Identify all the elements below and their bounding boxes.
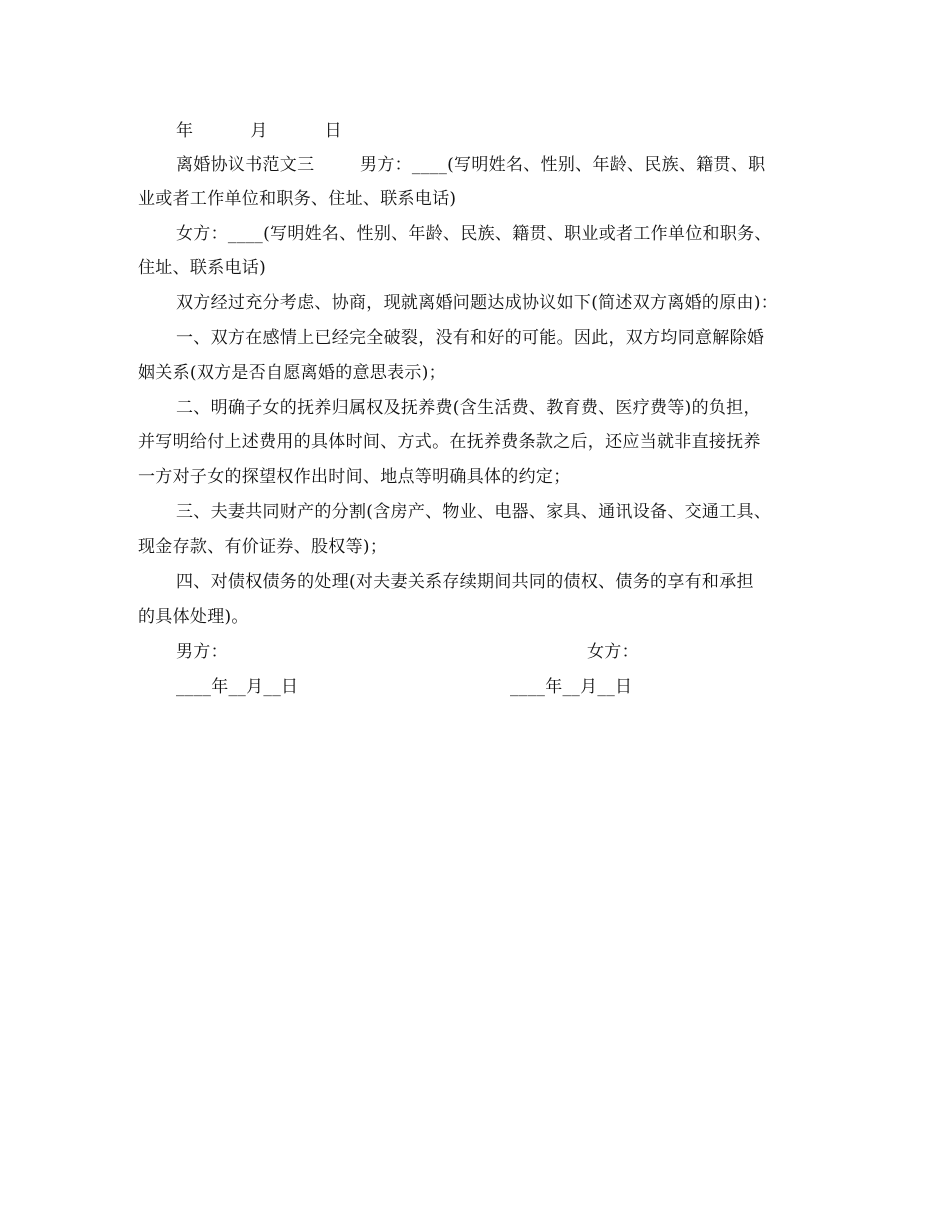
paragraph-line: 业或者工作单位和职务、住址、联系电话) [138, 189, 457, 209]
paragraph-line: 二、明确子女的抚养归属权及抚养费(含生活费、教育费、医疗费等)的负担， [176, 398, 761, 418]
paragraph-line: 一方对子女的探望权作出时间、地点等明确具体的约定； [138, 467, 571, 487]
paragraph-line: 一、双方在感情上已经完全破裂，没有和好的可能。因此，双方均同意解除婚 [176, 328, 765, 348]
paragraph-line: 现金存款、有价证券、股权等)； [138, 537, 388, 557]
signature-female-label: 女方： [587, 642, 639, 662]
paragraph-line: 离婚协议书范文三 男方：____(写明姓名、性别、年龄、民族、籍贯、职 [176, 155, 766, 175]
paragraph-line: 并写明给付上述费用的具体时间、方式。在抚养费条款之后，还应当就非直接抚养 [138, 432, 761, 452]
paragraph-line: 姻关系(双方是否自愿离婚的意思表示)； [138, 363, 446, 383]
paragraph-line: 三、夫妻共同财产的分割(含房产、物业、电器、家具、通讯设备、交通工具、 [176, 502, 772, 522]
paragraph-line: 住址、联系电话) [138, 258, 267, 278]
paragraph-line: 的具体处理)。 [138, 607, 249, 627]
signature-female-date: ____年__月__日 [510, 677, 633, 697]
paragraph-line: 女方：____(写明姓名、性别、年龄、民族、籍贯、职业或者工作单位和职务、 [176, 224, 772, 244]
paragraph-line: 双方经过充分考虑、协商，现就离婚问题达成协议如下(简述双方离婚的原由)： [176, 293, 779, 313]
paragraph-line: 四、对债权债务的处理(对夫妻关系存续期间共同的债权、债务的享有和承担 [176, 572, 754, 592]
date-line: 年 月 日 [176, 121, 342, 141]
signature-male-date: ____年__月__日 [176, 677, 299, 697]
signature-male-label: 男方： [176, 642, 228, 662]
